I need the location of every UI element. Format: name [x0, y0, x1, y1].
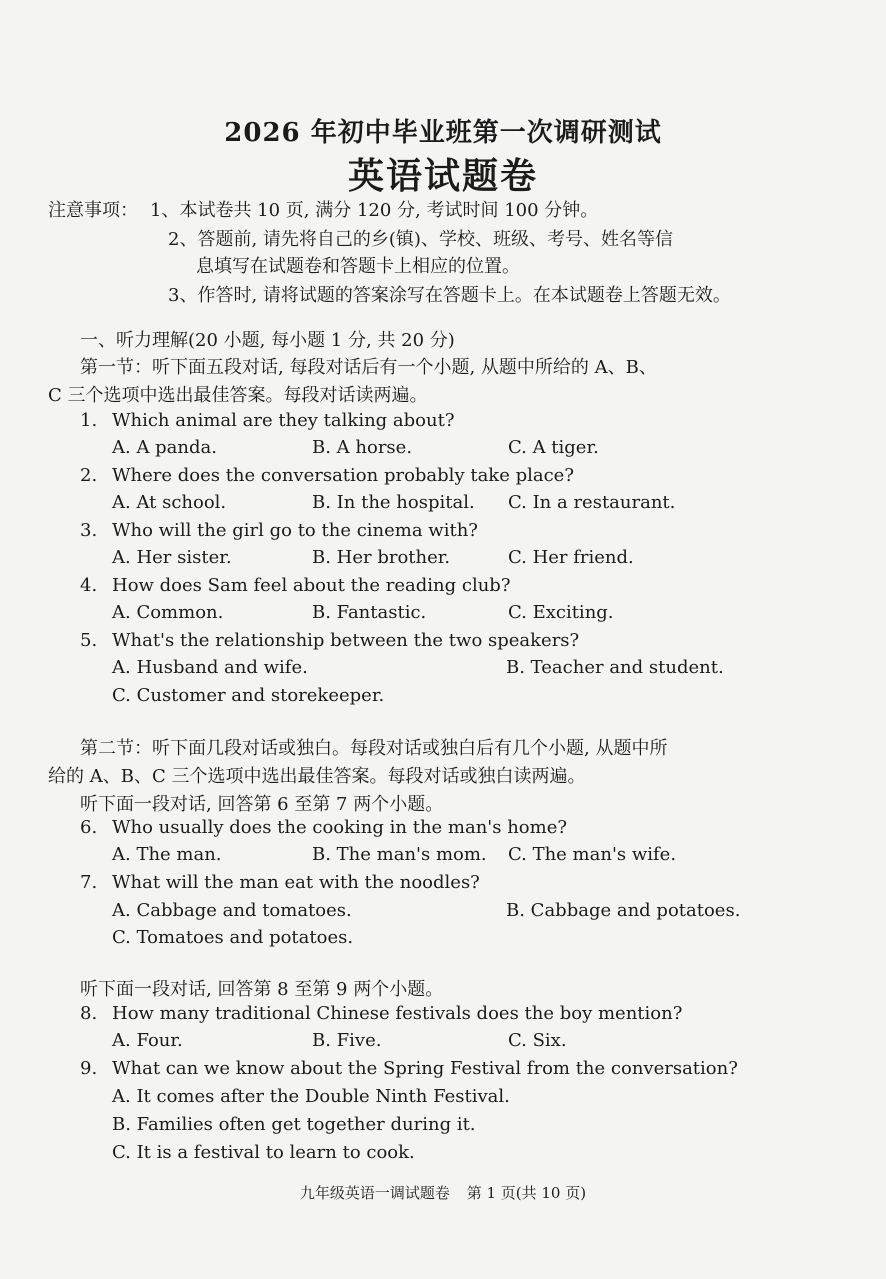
- question-7-option-b: B. Cabbage and potatoes.: [506, 900, 741, 921]
- question-5-number: 5.: [80, 630, 98, 651]
- question-4-option-b: B. Fantastic.: [312, 602, 427, 623]
- question-4-number: 4.: [80, 575, 98, 596]
- question-1-text: Which animal are they talking about?: [112, 410, 455, 431]
- part2-instruction-line2: 给的 A、B、C 三个选项中选出最佳答案。每段对话或独白读两遍。: [48, 766, 586, 787]
- question-2-number: 2.: [80, 465, 98, 486]
- question-2-option-c: C. In a restaurant.: [508, 492, 676, 513]
- question-6-option-a: A. The man.: [112, 844, 222, 865]
- question-2-option-a: A. At school.: [112, 492, 227, 513]
- question-3-text: Who will the girl go to the cinema with?: [112, 520, 478, 541]
- question-6-option-b: B. The man's mom.: [312, 844, 487, 865]
- question-8-option-a: A. Four.: [112, 1030, 183, 1051]
- question-5-option-a: A. Husband and wife.: [112, 657, 308, 678]
- question-7-number: 7.: [80, 872, 98, 893]
- part2-instruction-line1: 第二节：听下面几段对话或独白。每段对话或独白后有几个小题, 从题中所: [80, 738, 668, 759]
- question-2-option-b: B. In the hospital.: [312, 492, 475, 513]
- instruction-q6-q7: 听下面一段对话, 回答第 6 至第 7 两个小题。: [80, 794, 444, 815]
- question-9-option-c: C. It is a festival to learn to cook.: [112, 1142, 415, 1163]
- question-8-number: 8.: [80, 1003, 98, 1024]
- notice-item-1: 1、本试卷共 10 页, 满分 120 分, 考试时间 100 分钟。: [150, 200, 599, 221]
- question-4-option-c: C. Exciting.: [508, 602, 614, 623]
- question-9-option-a: A. It comes after the Double Ninth Festival.: [112, 1086, 510, 1107]
- question-5-text: What's the relationship between the two speakers?: [112, 630, 580, 651]
- question-4-option-a: A. Common.: [112, 602, 224, 623]
- question-9-option-b: B. Families often get together during it.: [112, 1114, 476, 1135]
- question-6-number: 6.: [80, 817, 98, 838]
- question-9-number: 9.: [80, 1058, 98, 1079]
- exam-title: 2026 年初中毕业班第一次调研测试: [224, 118, 662, 148]
- question-8-option-b: B. Five.: [312, 1030, 382, 1051]
- part1-instruction-line1: 第一节：听下面五段对话, 每段对话后有一个小题, 从题中所给的 A、B、: [80, 357, 657, 378]
- question-8-option-c: C. Six.: [508, 1030, 567, 1051]
- question-6-text: Who usually does the cooking in the man's home?: [112, 817, 568, 838]
- question-2-text: Where does the conversation probably take place?: [112, 465, 574, 486]
- question-1-option-b: B. A horse.: [312, 437, 413, 458]
- instruction-q8-q9: 听下面一段对话, 回答第 8 至第 9 两个小题。: [80, 979, 444, 1000]
- question-1-option-a: A. A panda.: [112, 437, 217, 458]
- notice-item-2-line1: 2、答题前, 请先将自己的乡(镇)、学校、班级、考号、姓名等信: [168, 229, 673, 250]
- question-3-option-a: A. Her sister.: [112, 547, 232, 568]
- question-1-option-c: C. A tiger.: [508, 437, 599, 458]
- question-6-option-c: C. The man's wife.: [508, 844, 677, 865]
- notice-item-3: 3、作答时, 请将试题的答案涂写在答题卡上。在本试题卷上答题无效。: [168, 285, 731, 306]
- exam-subject-title: 英语试题卷: [347, 155, 538, 197]
- question-7-option-a: A. Cabbage and tomatoes.: [112, 900, 352, 921]
- question-3-number: 3.: [80, 520, 98, 541]
- section1-heading: 一、听力理解(20 小题, 每小题 1 分, 共 20 分): [80, 330, 455, 351]
- question-7-text: What will the man eat with the noodles?: [112, 872, 480, 893]
- question-3-option-c: C. Her friend.: [508, 547, 634, 568]
- question-3-option-b: B. Her brother.: [312, 547, 451, 568]
- page-footer: [0, 1182, 886, 1203]
- question-9-text: What can we know about the Spring Festival from the conversation?: [112, 1058, 738, 1079]
- question-8-text: How many traditional Chinese festivals does the boy mention?: [112, 1003, 683, 1024]
- footer-exam-name: 九年级英语一调试题卷: [299, 1184, 450, 1202]
- part1-instruction-line2: C 三个选项中选出最佳答案。每段对话读两遍。: [48, 385, 428, 406]
- question-5-option-b: B. Teacher and student.: [506, 657, 724, 678]
- notice-item-2-line2: 息填写在试题卷和答题卡上相应的位置。: [196, 256, 520, 277]
- question-5-option-c: C. Customer and storekeeper.: [112, 685, 385, 706]
- question-4-text: How does Sam feel about the reading club?: [112, 575, 511, 596]
- question-7-option-c: C. Tomatoes and potatoes.: [112, 927, 354, 948]
- question-1-number: 1.: [80, 410, 98, 431]
- footer-page-info: 第 1 页(共 10 页): [466, 1184, 587, 1202]
- notice-label: 注意事项：: [48, 200, 138, 221]
